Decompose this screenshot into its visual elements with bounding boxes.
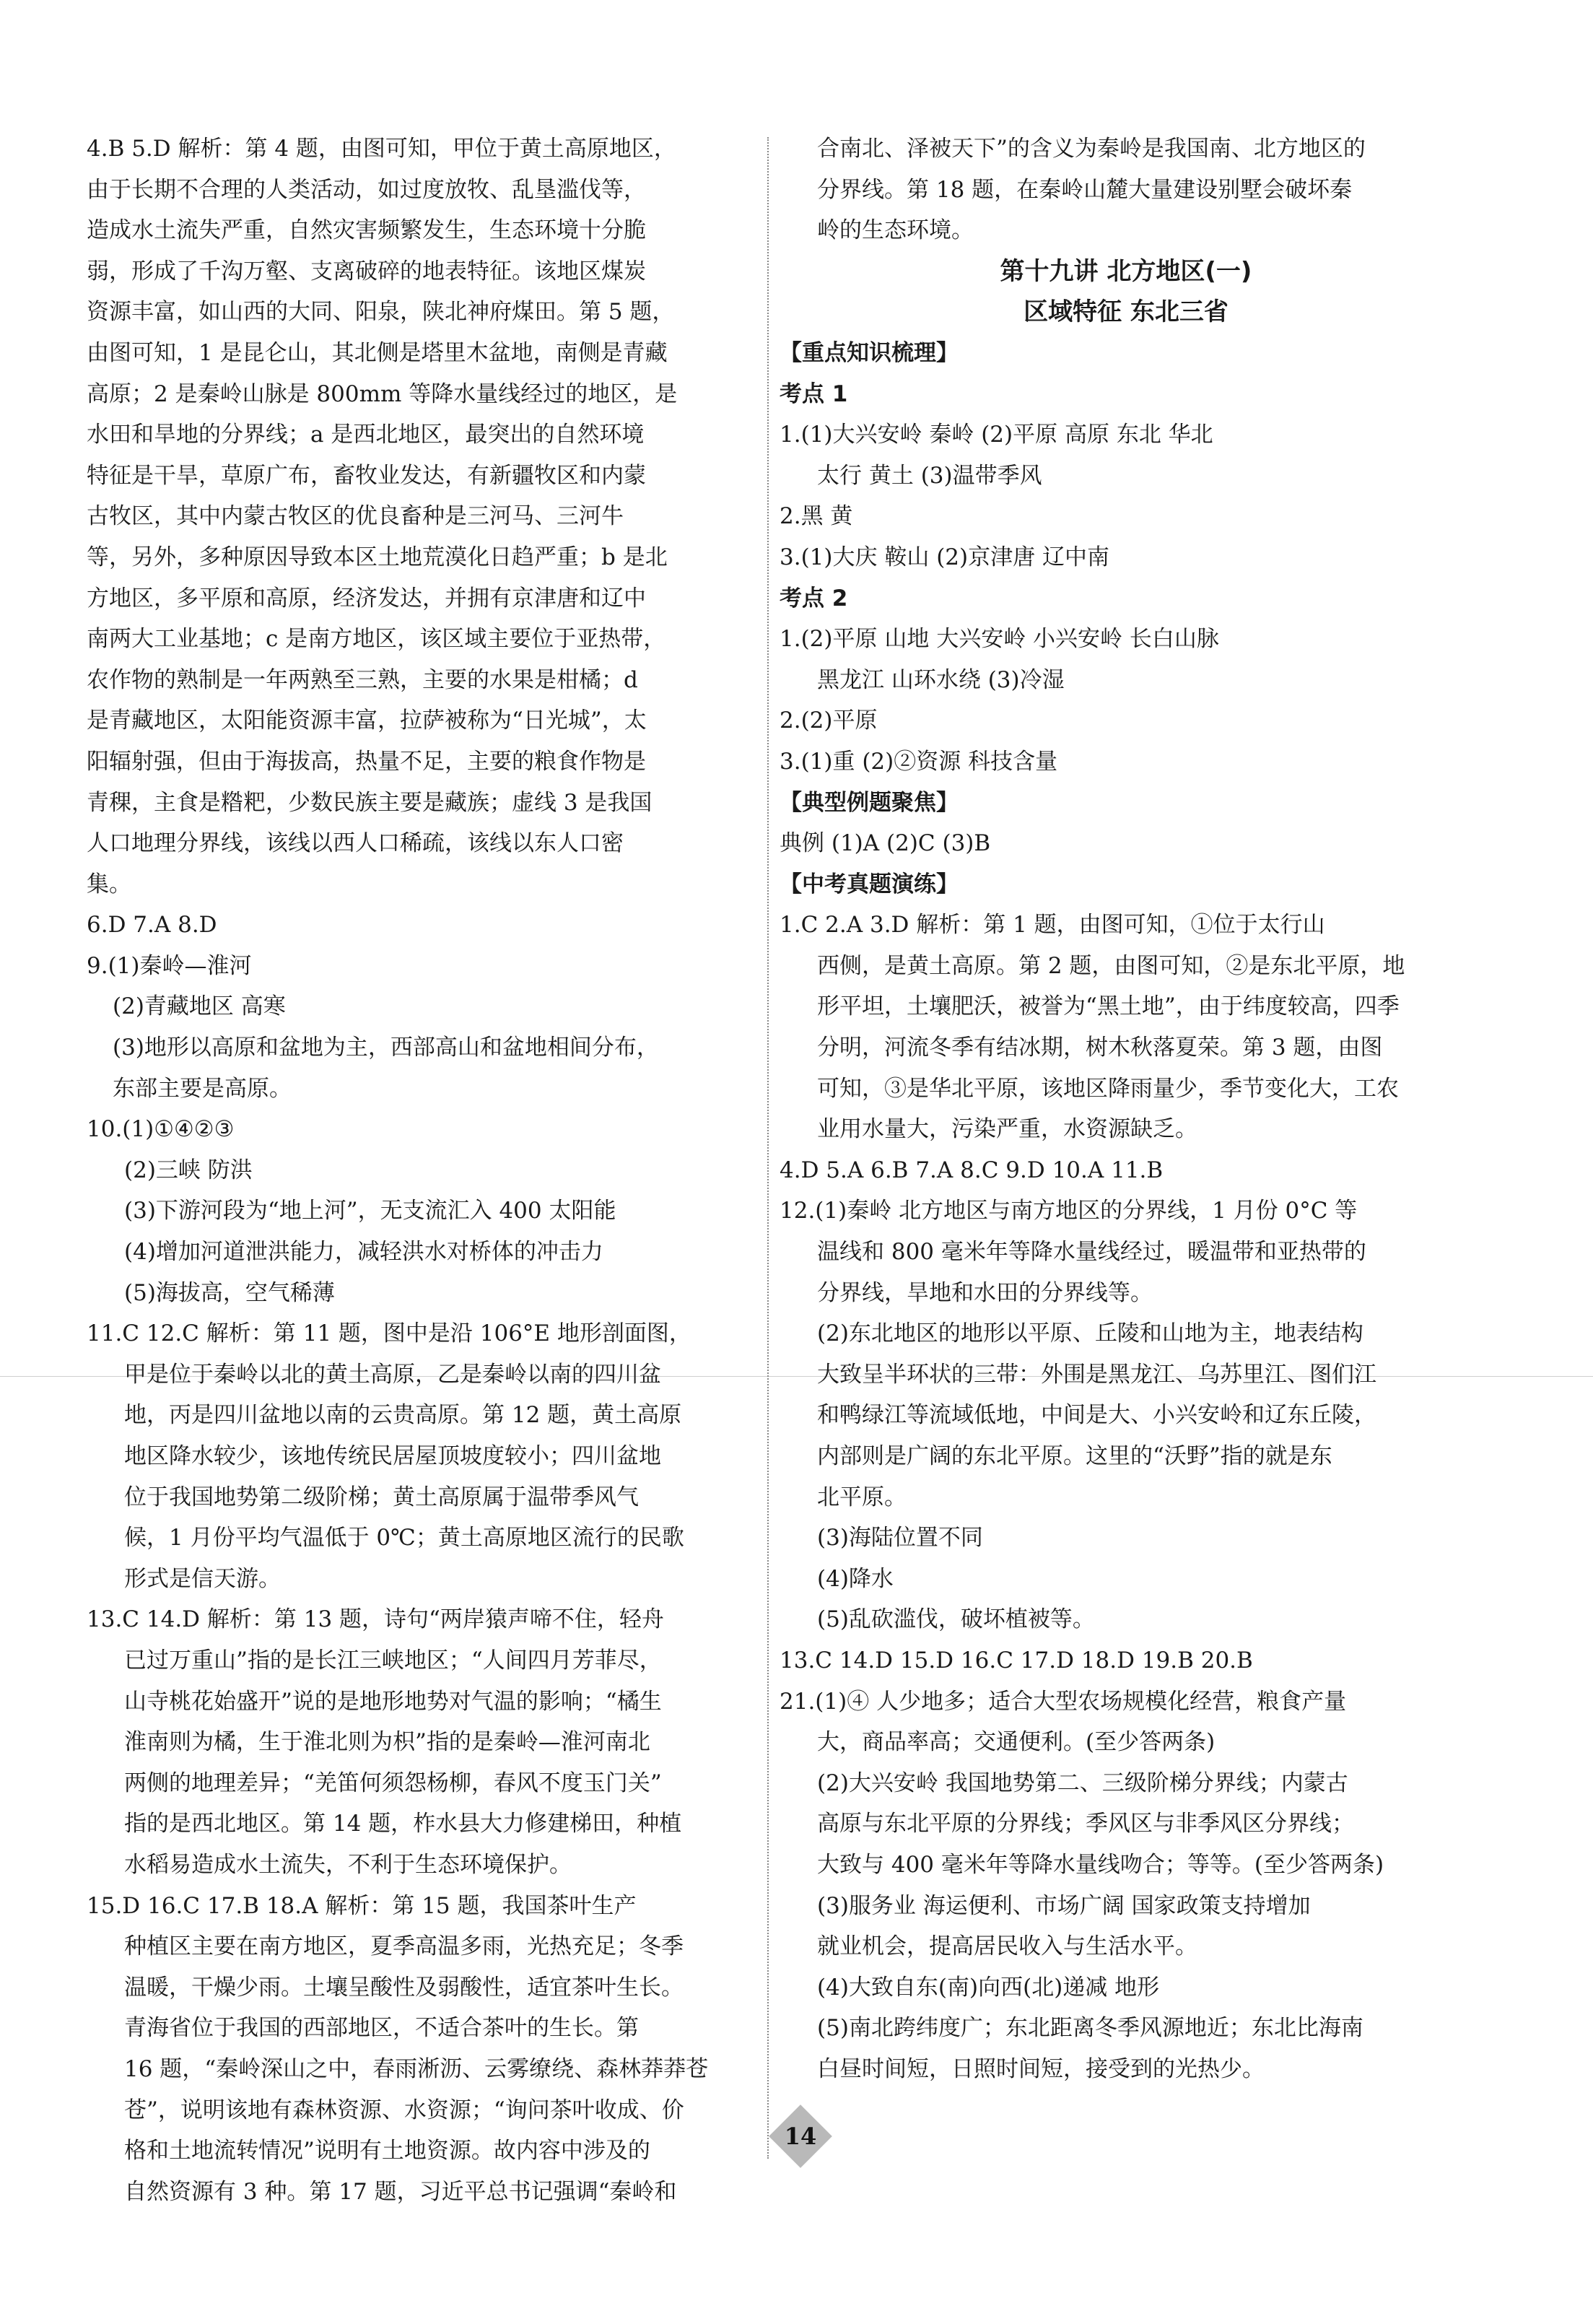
right-line: 13.C 14.D 15.D 16.C 17.D 18.D 19.B 20.B [780,1647,1253,1674]
left-line: 特征是干旱，草原广布，畜牧业发达，有新疆牧区和内蒙 [87,462,646,489]
left-line: 11.C 12.C 解析：第 11 题，图中是沿 106°E 地形剖面图， [87,1320,691,1347]
left-line: 高原；2 是秦岭山脉是 800mm 等降水量线经过的地区，是 [87,380,678,407]
right-line: 21.(1)④ 人少地多；适合大型农场规模化经营，粮食产量 [780,1688,1347,1715]
left-line: 苍”，说明该地有森林资源、水资源；“询问茶叶收成、价 [124,2097,684,2123]
right-line: 可知，③是华北平原，该地区降雨量少，季节变化大，工农 [817,1075,1399,1102]
right-line: 北平原。 [817,1484,907,1510]
left-line: 10.(1)①④②③ [87,1116,235,1143]
right-line: 和鸭绿江等流域低地，中间是大、小兴安岭和辽东丘陵， [817,1402,1376,1429]
right-line: 考点 1 [780,380,848,407]
left-line: 13.C 14.D 解析：第 13 题，诗句“两岸猿声啼不住，轻舟 [87,1606,664,1633]
right-line: 高原与东北平原的分界线；季风区与非季风区分界线； [817,1811,1354,1837]
left-line: 6.D 7.A 8.D [87,912,217,939]
left-line: 候，1 月份平均气温低于 0℃；黄土高原地区流行的民歌 [124,1525,684,1551]
right-line: 大致呈半环状的三带：外围是黑龙江、乌苏里江、图们江 [817,1361,1376,1388]
lecture-title: 第十九讲 北方地区(一) [1000,256,1252,286]
left-line: 集。 [87,871,131,897]
left-line: 9.(1)秦岭—淮河 [87,952,252,979]
right-line: 就业机会，提高居民收入与生活水平。 [817,1933,1197,1960]
right-line: 分界线，旱地和水田的分界线等。 [817,1279,1153,1306]
left-line: 水田和旱地的分界线；a 是西北地区，最突出的自然环境 [87,422,645,448]
right-line: 2.黑 黄 [780,503,853,530]
right-intro [780,129,1472,251]
left-line: 形式是信天游。 [124,1565,281,1592]
right-line: 太行 黄土 (3)温带季风 [817,462,1042,489]
right-answers [780,333,1472,2090]
left-line: 指的是西北地区。第 14 题，柞水县大力修建梯田，种植 [124,1811,682,1837]
left-line: 地，丙是四川盆地以南的云贵高原。第 12 题，黄土高原 [124,1402,682,1429]
column-divider [767,137,769,2159]
right-line: 分明，河流冬季有结冰期，树木秋落夏荣。第 3 题，由图 [817,1035,1383,1061]
right-line: 2.(2)平原 [780,708,878,734]
left-line: (3)地形以高原和盆地为主，西部高山和盆地相间分布， [113,1035,659,1061]
left-column [87,129,765,2212]
left-line: (2)三峡 防洪 [124,1157,253,1183]
left-line: 山寺桃花始盛开”说的是地形地势对气温的影响；“橘生 [124,1688,662,1715]
right-line: 1.(2)平原 山地 大兴安岭 小兴安岭 长白山脉 [780,626,1219,653]
left-line: 南两大工业基地；c 是南方地区，该区域主要位于亚热带， [87,626,666,653]
left-line: (5)海拔高，空气稀薄 [124,1279,335,1306]
left-line: 弱，形成了千沟万壑、支离破碎的地表特征。该地区煤炭 [87,258,646,284]
right-line: 典例 (1)A (2)C (3)B [780,830,991,857]
right-line: 温线和 800 毫米年等降水量线经过，暖温带和亚热带的 [817,1239,1366,1266]
right-line: 黑龙江 山环水绕 (3)冷湿 [817,666,1065,693]
left-line: 甲是位于秦岭以北的黄土高原，乙是秦岭以南的四川盆 [124,1361,661,1388]
left-line: 由于长期不合理的人类活动，如过度放牧、乱垦滥伐等， [87,176,646,203]
left-line: 位于我国地势第二级阶梯；黄土高原属于温带季风气 [124,1484,639,1510]
right-line: 3.(1)重 (2)②资源 科技含量 [780,748,1058,775]
right-line: 【重点知识梳理】 [780,339,959,366]
left-line: (3)下游河段为“地上河”，无支流汇入 400 太阳能 [124,1198,616,1224]
right-line: 3.(1)大庆 鞍山 (2)京津唐 辽中南 [780,544,1109,570]
right-line: (2)大兴安岭 我国地势第二、三级阶梯分界线；内蒙古 [817,1770,1348,1796]
left-line: 已过万重山”指的是长江三峡地区；“人间四月芳菲尽， [124,1647,662,1674]
right-line: (5)南北跨纬度广；东北距离冬季风源地近；东北比海南 [817,2015,1363,2042]
right-line: 【中考真题演练】 [780,871,959,897]
left-line: 种植区主要在南方地区，夏季高温多雨，光热充足；冬季 [124,1933,684,1960]
right-line: 12.(1)秦岭 北方地区与南方地区的分界线，1 月份 0°C 等 [780,1198,1358,1224]
left-line: 16 题，“秦岭深山之中，春雨淅沥、云雾缭绕、森林莽莽苍 [124,2055,709,2082]
left-line: 等，另外，多种原因导致本区土地荒漠化日趋严重；b 是北 [87,544,668,570]
left-line: 格和土地流转情况”说明有土地资源。故内容中涉及的 [124,2138,650,2164]
left-line: 阳辐射强，但由于海拔高，热量不足，主要的粮食作物是 [87,748,646,775]
left-line: (4)增加河道泄洪能力，减轻洪水对桥体的冲击力 [124,1239,603,1266]
right-line: 形平坦，土壤肥沃，被誉为“黑土地”，由于纬度较高，四季 [817,993,1400,1020]
left-line: 温暖，干燥少雨。土壤呈酸性及弱酸性，适宜茶叶生长。 [124,1974,684,2001]
left-line: (2)青藏地区 高寒 [113,993,286,1020]
left-line: 造成水土流失严重，自然灾害频繁发生，生态环境十分脆 [87,217,646,244]
right-line: (3)服务业 海运便利、市场广阔 国家政策支持增加 [817,1892,1311,1919]
page-number: 14 [784,2123,817,2150]
right-line: 西侧，是黄土高原。第 2 题，由图可知，②是东北平原，地 [817,952,1405,979]
right-line: 大致与 400 毫米年等降水量线吻合；等等。(至少答两条) [817,1851,1384,1878]
right-line: 业用水量大，污染严重，水资源缺乏。 [817,1116,1197,1143]
left-line: 东部主要是高原。 [113,1075,292,1102]
right-line: (5)乱砍滥伐，破坏植被等。 [817,1606,1095,1633]
left-line: 青海省位于我国的西部地区，不适合茶叶的生长。第 [124,2015,639,2042]
left-line: 自然资源有 3 种。第 17 题，习近平总书记强调“秦岭和 [124,2178,677,2205]
left-line: 青稞，主食是糌粑，少数民族主要是藏族；虚线 3 是我国 [87,789,653,816]
left-line: 地区降水较少，该地传统民居屋顶坡度较小；四川盆地 [124,1443,661,1469]
right-intro-line: 合南北、泽被天下”的含义为秦岭是我国南、北方地区的 [817,136,1366,162]
left-line: 古牧区，其中内蒙古牧区的优良畜种是三河马、三河牛 [87,503,624,530]
left-line: 资源丰富，如山西的大同、阳泉，陕北神府煤田。第 5 题， [87,299,675,326]
left-line: 方地区，多平原和高原，经济发达，并拥有京津唐和辽中 [87,585,646,612]
right-line: (3)海陆位置不同 [817,1525,983,1551]
left-line: 15.D 16.C 17.B 18.A 解析：第 15 题，我国茶叶生产 [87,1892,637,1919]
right-line: 4.D 5.A 6.B 7.A 8.C 9.D 10.A 11.B [780,1157,1164,1183]
right-intro-line: 岭的生态环境。 [817,217,974,244]
left-line: 由图可知，1 是昆仑山，其北侧是塔里木盆地，南侧是青藏 [87,339,668,366]
right-line: (4)大致自东(南)向西(北)递减 地形 [817,1974,1160,2001]
right-line: 内部则是广阔的东北平原。这里的“沃野”指的就是东 [817,1443,1332,1469]
right-line: (2)东北地区的地形以平原、丘陵和山地为主，地表结构 [817,1320,1363,1347]
right-line: 考点 2 [780,585,848,612]
lecture-subtitle: 区域特征 东北三省 [1024,297,1228,327]
right-line: 白昼时间短，日照时间短，接受到的光热少。 [817,2055,1265,2082]
right-line: (4)降水 [817,1565,894,1592]
right-line: 【典型例题聚焦】 [780,789,959,816]
right-line: 1.C 2.A 3.D 解析：第 1 题，由图可知，①位于太行山 [780,912,1325,939]
left-line: 两侧的地理差异；“羌笛何须怨杨柳，春风不度玉门关” [124,1770,662,1796]
right-column [780,129,1472,2090]
left-line: 淮南则为橘，生于淮北则为枳”指的是秦岭—淮河南北 [124,1729,650,1756]
left-line: 人口地理分界线，该线以西人口稀疏，该线以东人口密 [87,830,624,857]
left-line: 农作物的熟制是一年两熟至三熟，主要的水果是柑橘；d [87,666,638,693]
right-line: 1.(1)大兴安岭 秦岭 (2)平原 高原 东北 华北 [780,422,1213,448]
left-line: 水稻易造成水土流失，不利于生态环境保护。 [124,1851,572,1878]
left-line: 是青藏地区，太阳能资源丰富，拉萨被称为“日光城”，太 [87,708,647,734]
right-line: 大，商品率高；交通便利。(至少答两条) [817,1729,1216,1756]
left-line: 4.B 5.D 解析：第 4 题，由图可知，甲位于黄土高原地区， [87,136,676,162]
right-intro-line: 分界线。第 18 题，在秦岭山麓大量建设别墅会破坏秦 [817,176,1353,203]
